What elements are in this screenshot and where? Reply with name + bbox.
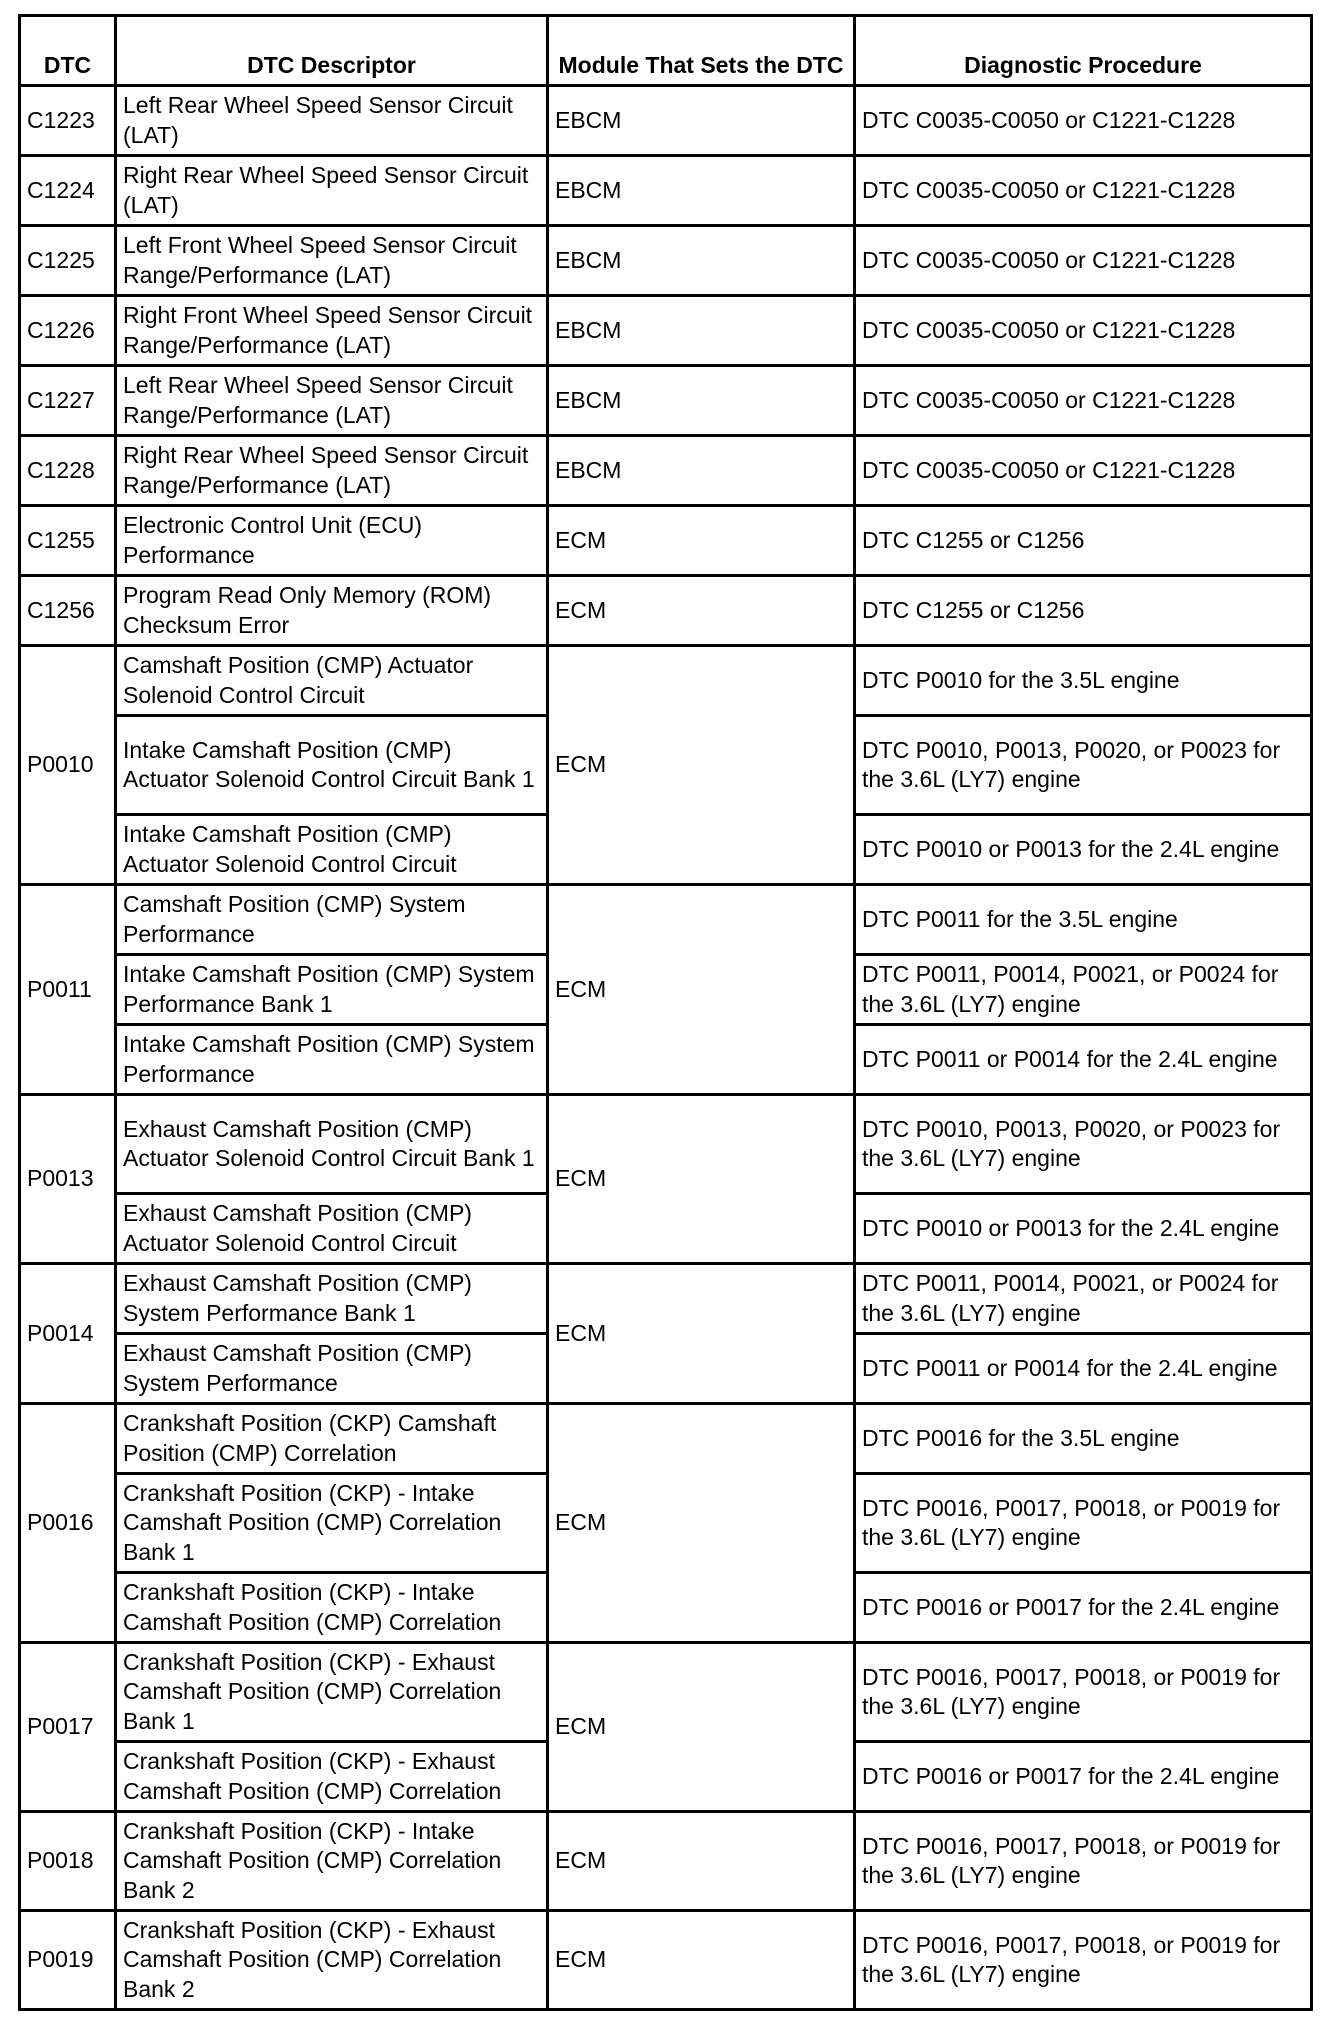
diagnostic-procedure-cell: DTC P0016, P0017, P0018, or P0019 for the 3.6L (LY7) engine — [855, 1474, 1312, 1573]
dtc-code-cell: P0013 — [20, 1095, 116, 1264]
dtc-descriptor-cell: Intake Camshaft Position (CMP) Actuator Solenoid Control Circuit Bank 1 — [116, 716, 548, 815]
table-row — [20, 1095, 1312, 1194]
dtc-code-cell: C1227 — [20, 366, 116, 436]
table-row — [20, 296, 1312, 366]
module-cell: EBCM — [548, 156, 855, 226]
dtc-descriptor-cell: Right Rear Wheel Speed Sensor Circuit Range/Performance (LAT) — [116, 436, 548, 506]
table-row — [20, 156, 1312, 226]
diagnostic-procedure-cell: DTC P0011 for the 3.5L engine — [855, 885, 1312, 955]
module-cell: EBCM — [548, 296, 855, 366]
dtc-code-cell: C1226 — [20, 296, 116, 366]
module-cell: EBCM — [548, 226, 855, 296]
dtc-code-cell: P0019 — [20, 1911, 116, 2010]
dtc-descriptor-cell: Intake Camshaft Position (CMP) System Performance Bank 1 — [116, 955, 548, 1025]
module-cell: ECM — [548, 646, 855, 885]
module-cell: EBCM — [548, 86, 855, 156]
dtc-descriptor-cell: Right Front Wheel Speed Sensor Circuit Range/Performance (LAT) — [116, 296, 548, 366]
diagnostic-procedure-cell: DTC C0035-C0050 or C1221-C1228 — [855, 86, 1312, 156]
module-cell: ECM — [548, 1812, 855, 1911]
dtc-descriptor-cell: Crankshaft Position (CKP) - Intake Camshaft Position (CMP) Correlation — [116, 1573, 548, 1643]
table-row — [20, 576, 1312, 646]
dtc-descriptor-cell: Program Read Only Memory (ROM) Checksum Error — [116, 576, 548, 646]
diagnostic-procedure-cell: DTC P0011 or P0014 for the 2.4L engine — [855, 1025, 1312, 1095]
dtc-descriptor-cell: Crankshaft Position (CKP) - Intake Camshaft Position (CMP) Correlation Bank 1 — [116, 1474, 548, 1573]
diagnostic-procedure-cell: DTC P0010, P0013, P0020, or P0023 for the 3.6L (LY7) engine — [855, 716, 1312, 815]
dtc-descriptor-cell: Exhaust Camshaft Position (CMP) Actuator Solenoid Control Circuit — [116, 1194, 548, 1264]
table-row — [20, 436, 1312, 506]
diagnostic-procedure-cell: DTC P0011, P0014, P0021, or P0024 for the 3.6L (LY7) engine — [855, 955, 1312, 1025]
dtc-code-cell: P0017 — [20, 1643, 116, 1812]
diagnostic-procedure-cell: DTC P0016, P0017, P0018, or P0019 for the 3.6L (LY7) engine — [855, 1643, 1312, 1742]
dtc-code-cell: C1255 — [20, 506, 116, 576]
module-cell: ECM — [548, 576, 855, 646]
diagnostic-procedure-cell: DTC P0010 for the 3.5L engine — [855, 646, 1312, 716]
dtc-descriptor-cell: Right Rear Wheel Speed Sensor Circuit (LAT) — [116, 156, 548, 226]
diagnostic-procedure-cell: DTC P0016 or P0017 for the 2.4L engine — [855, 1742, 1312, 1812]
diagnostic-procedure-cell: DTC C0035-C0050 or C1221-C1228 — [855, 366, 1312, 436]
dtc-code-cell: P0011 — [20, 885, 116, 1095]
dtc-code-cell: P0018 — [20, 1812, 116, 1911]
dtc-descriptor-cell: Exhaust Camshaft Position (CMP) System Performance — [116, 1334, 548, 1404]
dtc-descriptor-cell: Crankshaft Position (CKP) Camshaft Position (CMP) Correlation — [116, 1404, 548, 1474]
diagnostic-procedure-cell: DTC P0016 or P0017 for the 2.4L engine — [855, 1573, 1312, 1643]
dtc-descriptor-cell: Exhaust Camshaft Position (CMP) System Performance Bank 1 — [116, 1264, 548, 1334]
dtc-descriptor-cell: Left Rear Wheel Speed Sensor Circuit (LAT) — [116, 86, 548, 156]
header-descriptor: DTC Descriptor — [116, 16, 548, 86]
diagnostic-procedure-cell: DTC P0011 or P0014 for the 2.4L engine — [855, 1334, 1312, 1404]
dtc-table-body — [20, 86, 1312, 2010]
table-row — [20, 646, 1312, 716]
diagnostic-procedure-cell: DTC C0035-C0050 or C1221-C1228 — [855, 296, 1312, 366]
diagnostic-procedure-cell: DTC C0035-C0050 or C1221-C1228 — [855, 156, 1312, 226]
diagnostic-procedure-cell: DTC P0010 or P0013 for the 2.4L engine — [855, 1194, 1312, 1264]
table-row — [20, 1812, 1312, 1911]
diagnostic-procedure-cell: DTC C0035-C0050 or C1221-C1228 — [855, 226, 1312, 296]
module-cell: ECM — [548, 1264, 855, 1404]
dtc-code-cell: C1256 — [20, 576, 116, 646]
dtc-code-cell: C1225 — [20, 226, 116, 296]
dtc-table-container — [18, 14, 1310, 2011]
dtc-code-cell: P0010 — [20, 646, 116, 885]
dtc-descriptor-cell: Crankshaft Position (CKP) - Exhaust Camshaft Position (CMP) Correlation — [116, 1742, 548, 1812]
dtc-code-cell: P0014 — [20, 1264, 116, 1404]
dtc-descriptor-cell: Exhaust Camshaft Position (CMP) Actuator Solenoid Control Circuit Bank 1 — [116, 1095, 548, 1194]
dtc-descriptor-cell: Crankshaft Position (CKP) - Exhaust Camshaft Position (CMP) Correlation Bank 2 — [116, 1911, 548, 2010]
module-cell: ECM — [548, 1404, 855, 1643]
diagnostic-procedure-cell: DTC C0035-C0050 or C1221-C1228 — [855, 436, 1312, 506]
module-cell: EBCM — [548, 366, 855, 436]
table-row — [20, 1264, 1312, 1334]
dtc-descriptor-cell: Electronic Control Unit (ECU) Performance — [116, 506, 548, 576]
table-row — [20, 1643, 1312, 1742]
module-cell: ECM — [548, 1095, 855, 1264]
dtc-table — [18, 14, 1313, 2011]
dtc-descriptor-cell: Intake Camshaft Position (CMP) Actuator Solenoid Control Circuit — [116, 815, 548, 885]
diagnostic-procedure-cell: DTC C1255 or C1256 — [855, 576, 1312, 646]
dtc-descriptor-cell: Camshaft Position (CMP) System Performance — [116, 885, 548, 955]
table-row — [20, 1911, 1312, 2010]
table-row — [20, 506, 1312, 576]
diagnostic-procedure-cell: DTC P0016, P0017, P0018, or P0019 for the 3.6L (LY7) engine — [855, 1911, 1312, 2010]
dtc-descriptor-cell: Camshaft Position (CMP) Actuator Solenoid Control Circuit — [116, 646, 548, 716]
diagnostic-procedure-cell: DTC C1255 or C1256 — [855, 506, 1312, 576]
module-cell: EBCM — [548, 436, 855, 506]
header-row — [20, 16, 1312, 86]
diagnostic-procedure-cell: DTC P0016, P0017, P0018, or P0019 for the 3.6L (LY7) engine — [855, 1812, 1312, 1911]
dtc-code-cell: C1228 — [20, 436, 116, 506]
table-row — [20, 86, 1312, 156]
module-cell: ECM — [548, 1643, 855, 1812]
dtc-descriptor-cell: Left Rear Wheel Speed Sensor Circuit Range/Performance (LAT) — [116, 366, 548, 436]
diagnostic-procedure-cell: DTC P0011, P0014, P0021, or P0024 for the 3.6L (LY7) engine — [855, 1264, 1312, 1334]
header-procedure: Diagnostic Procedure — [855, 16, 1312, 86]
dtc-code-cell: C1224 — [20, 156, 116, 226]
table-row — [20, 1404, 1312, 1474]
dtc-code-cell: C1223 — [20, 86, 116, 156]
table-row — [20, 885, 1312, 955]
table-row — [20, 366, 1312, 436]
module-cell: ECM — [548, 885, 855, 1095]
dtc-descriptor-cell: Crankshaft Position (CKP) - Intake Camshaft Position (CMP) Correlation Bank 2 — [116, 1812, 548, 1911]
dtc-descriptor-cell: Left Front Wheel Speed Sensor Circuit Range/Performance (LAT) — [116, 226, 548, 296]
header-dtc: DTC — [20, 16, 116, 86]
diagnostic-procedure-cell: DTC P0010, P0013, P0020, or P0023 for the 3.6L (LY7) engine — [855, 1095, 1312, 1194]
dtc-descriptor-cell: Intake Camshaft Position (CMP) System Performance — [116, 1025, 548, 1095]
diagnostic-procedure-cell: DTC P0016 for the 3.5L engine — [855, 1404, 1312, 1474]
module-cell: ECM — [548, 506, 855, 576]
header-module: Module That Sets the DTC — [548, 16, 855, 86]
module-cell: ECM — [548, 1911, 855, 2010]
diagnostic-procedure-cell: DTC P0010 or P0013 for the 2.4L engine — [855, 815, 1312, 885]
table-row — [20, 226, 1312, 296]
dtc-descriptor-cell: Crankshaft Position (CKP) - Exhaust Camshaft Position (CMP) Correlation Bank 1 — [116, 1643, 548, 1742]
dtc-code-cell: P0016 — [20, 1404, 116, 1643]
